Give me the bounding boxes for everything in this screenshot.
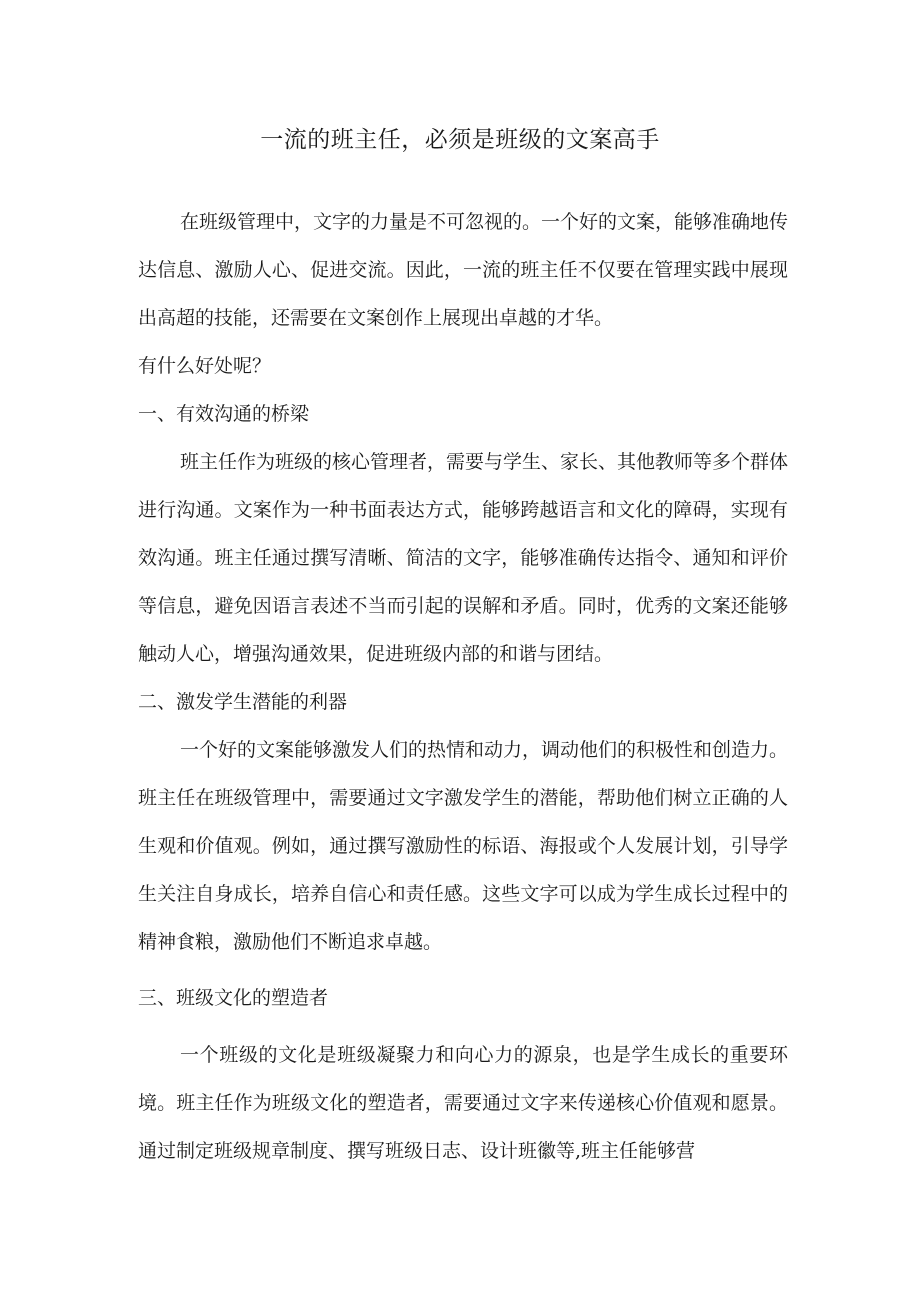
- intro-paragraph: 在班级管理中，文字的力量是不可忽视的。一个好的文案，能够准确地传达信息、激励人心、促进交流。因此，一流的班主任不仅要在管理实践中展现出高超的技能，还需要在文案创作上展现出卓越的才华。: [138, 211, 789, 329]
- section-heading-1: 一、有效沟通的桥梁: [138, 403, 310, 425]
- section-heading-3: 三、班级文化的塑造者: [138, 987, 329, 1009]
- section-body-1: 班主任作为班级的核心管理者，需要与学生、家长、其他教师等多个群体进行沟通。文案作为一种书面表达方式，能够跨越语言和文化的障碍，实现有效沟通。班主任通过撰写清晰、简洁的文字，能够准确传达指令、通知和评价等信息，避免因语言表述不当而引起的误解和矛盾。同时，优秀的文案还能够触动人心，增强沟通效果，促进班级内部的和谐与团结。: [138, 451, 789, 665]
- section-body-2: 一个好的文案能够激发人们的热情和动力，调动他们的积极性和创造力。班主任在班级管理中，需要通过文字激发学生的潜能，帮助他们树立正确的人生观和价值观。例如，通过撰写激励性的标语、海报或个人发展计划，引导学生关注自身成长，培养自信心和责任感。这些文字可以成为学生成长过程中的精神食粮，激励他们不断追求卓越。: [138, 739, 789, 953]
- document-title: 一流的班主任，必须是班级的文案高手: [260, 127, 660, 153]
- section-heading-2: 二、激发学生潜能的利器: [138, 691, 348, 713]
- question-line: 有什么好处呢？: [138, 355, 272, 377]
- section-body-3: 一个班级的文化是班级凝聚力和向心力的源泉，也是学生成长的重要环境。班主任作为班级文化的塑造者，需要通过文字来传递核心价值观和愿景。通过制定班级规章制度、撰写班级日志、设计班徽等,班主任能够营: [138, 1044, 788, 1162]
